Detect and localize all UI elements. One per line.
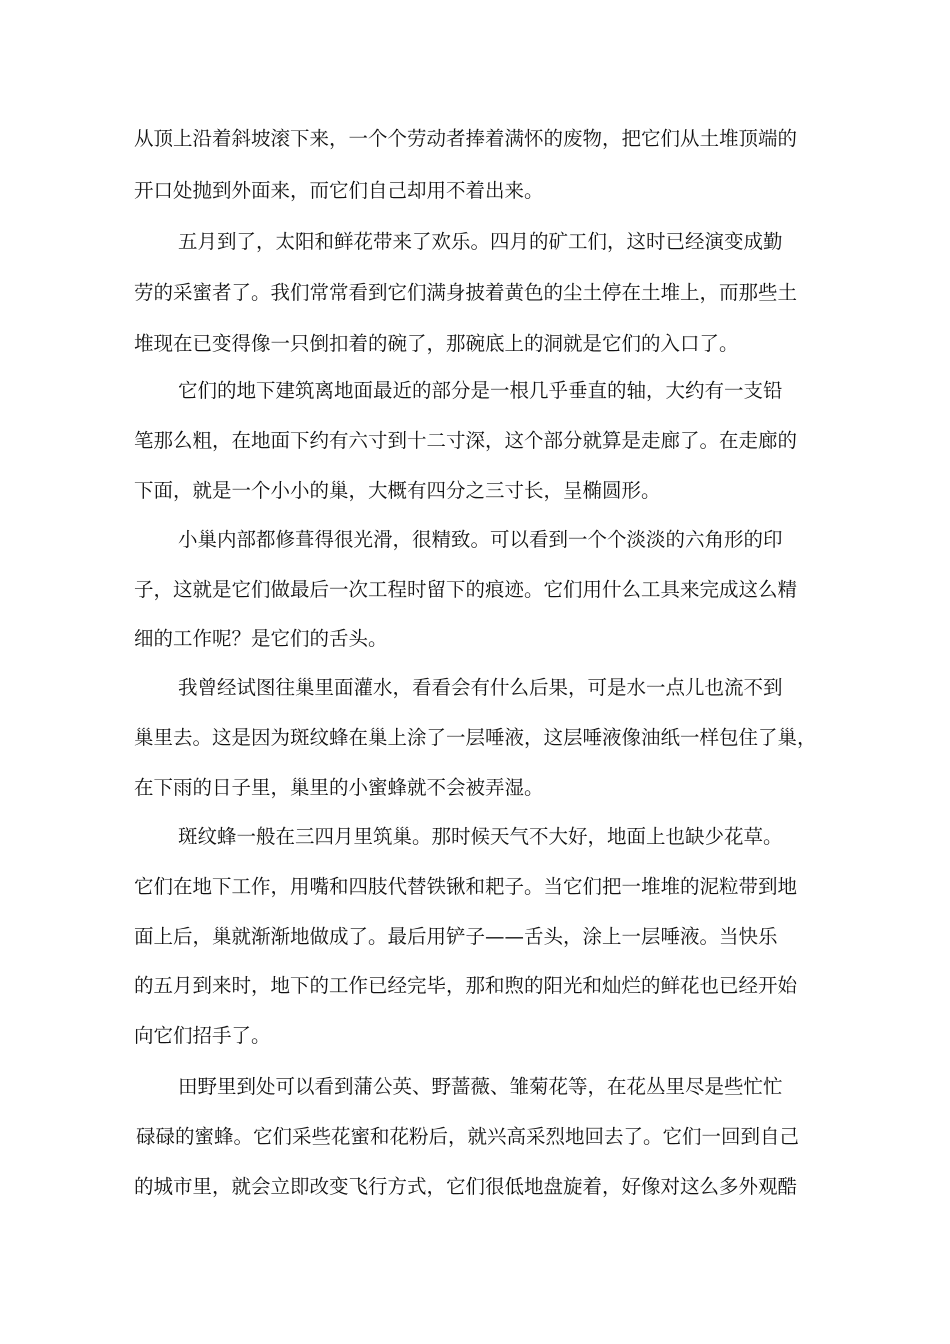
- text-line: 笔那么粗，在地面下约有六寸到十二寸深，这个部分就算是走廊了。在走廊的: [134, 429, 798, 452]
- text-line: 下面，就是一个小小的巢，大概有四分之三寸长，呈椭圆形。: [134, 479, 661, 502]
- text-line: 的城市里，就会立即改变飞行方式，它们很低地盘旋着，好像对这么多外观酷: [134, 1175, 798, 1198]
- paragraph-first-line: 小巢内部都修葺得很光滑，很精致。可以看到一个个淡淡的六角形的印: [178, 528, 783, 551]
- paragraph-first-line: 它们的地下建筑离地面最近的部分是一根几乎垂直的轴，大约有一支铅: [178, 379, 783, 402]
- paragraph-first-line: 斑纹蜂一般在三四月里筑巢。那时候天气不大好，地面上也缺少花草。: [178, 825, 783, 848]
- text-line: 子，这就是它们做最后一次工程时留下的痕迹。它们用什么工具来完成这么精: [134, 578, 798, 601]
- text-line: 向它们招手了。: [134, 1024, 271, 1047]
- paragraph-first-line: 五月到了，太阳和鲜花带来了欢乐。四月的矿工们，这时已经演变成勤: [178, 230, 783, 253]
- text-line: 的五月到来时，地下的工作已经完毕，那和煦的阳光和灿烂的鲜花也已经开始: [134, 974, 798, 997]
- paragraph-first-line: 田野里到处可以看到蒲公英、野蔷薇、雏菊花等，在花丛里尽是些忙忙: [178, 1075, 783, 1098]
- text-line: 细的工作呢？是它们的舌头。: [134, 627, 388, 650]
- text-line: 堆现在已变得像一只倒扣着的碗了，那碗底上的洞就是它们的入口了。: [134, 332, 739, 355]
- text-line: 在下雨的日子里，巢里的小蜜蜂就不会被弄湿。: [134, 776, 544, 799]
- text-line: 巢里去。这是因为斑纹蜂在巢上涂了一层唾液，这层唾液像油纸一样包住了巢，: [134, 726, 817, 749]
- text-line: 劳的采蜜者了。我们常常看到它们满身披着黄色的尘土停在土堆上，而那些土: [134, 281, 798, 304]
- text-line: 从顶上沿着斜坡滚下来，一个个劳动者捧着满怀的废物，把它们从土堆顶端的: [134, 127, 798, 150]
- text-line: 它们在地下工作，用嘴和四肢代替铁锹和耙子。当它们把一堆堆的泥粒带到地: [134, 875, 798, 898]
- text-line: 开口处抛到外面来，而它们自己却用不着出来。: [134, 179, 544, 202]
- text-line: 面上后，巢就渐渐地做成了。最后用铲子——舌头，涂上一层唾液。当快乐: [134, 925, 778, 948]
- text-line: 碌碌的蜜蜂。它们采些花蜜和花粉后，就兴高采烈地回去了。它们一回到自己: [136, 1125, 800, 1148]
- paragraph-first-line: 我曾经试图往巢里面灌水，看看会有什么后果，可是水一点儿也流不到: [178, 676, 783, 699]
